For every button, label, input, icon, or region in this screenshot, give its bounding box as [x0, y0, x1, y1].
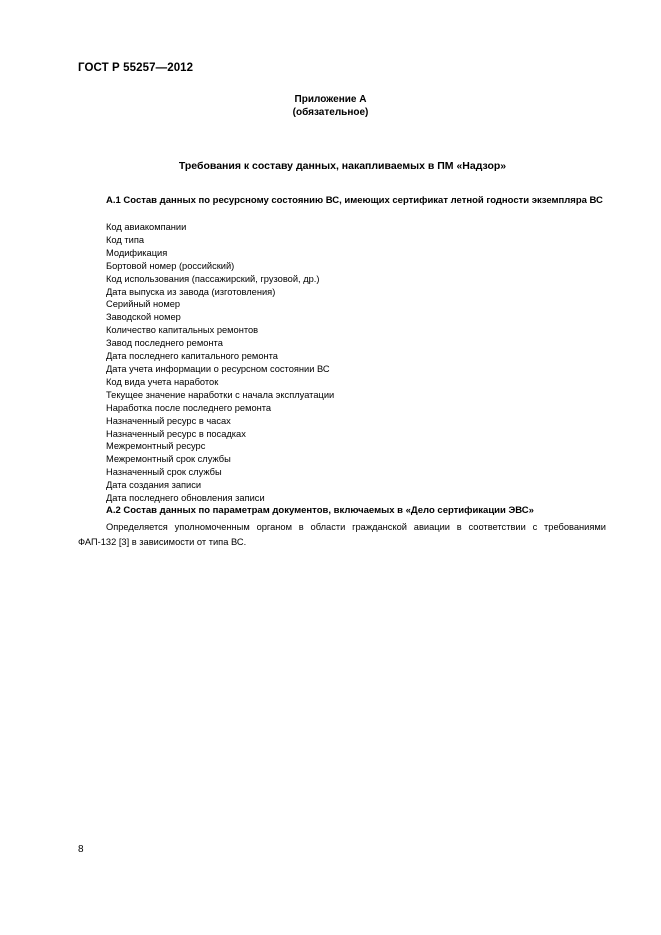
list-item: Дата последнего капитального ремонта: [106, 351, 278, 362]
list-item: Назначенный ресурс в часах: [106, 415, 231, 426]
list-item: Текущее значение наработки с начала эксплуатации: [106, 389, 335, 400]
list-item: Код вида учета наработок: [106, 376, 219, 387]
list-item: Дата выпуска из завода (изготовления): [106, 286, 276, 297]
section-a2-paragraph: [78, 520, 606, 550]
appendix-status: (обязательное): [292, 107, 369, 118]
section-a2-text-line-1: Определяется уполномоченным органом в области гражданской авиации в соответствии с требованиями: [106, 522, 606, 532]
section-a2-text-line-2: ФАП-132 [3] в зависимости от типа ВС.: [78, 537, 247, 547]
list-item: Код использования (пассажирский, грузовой, др.): [106, 273, 320, 284]
appendix-heading: [0, 93, 661, 119]
list-item: Количество капитальных ремонтов: [106, 325, 259, 336]
list-item: Серийный номер: [106, 299, 181, 310]
list-item: Дата последнего обновления записи: [106, 493, 265, 504]
list-item: Дата создания записи: [106, 480, 202, 491]
list-item: Завод последнего ремонта: [106, 338, 223, 349]
list-item: Межремонтный ресурс: [106, 441, 206, 452]
list-item: Дата учета информации о ресурсном состоянии ВС: [106, 363, 330, 374]
list-item: Код авиакомпании: [106, 222, 187, 232]
appendix-title: Приложение А: [294, 94, 367, 105]
list-item: Назначенный срок службы: [106, 467, 222, 478]
document-title: Требования к составу данных, накапливаемых в ПМ «Надзор»: [178, 160, 507, 172]
list-item: Назначенный ресурс в посадках: [106, 428, 246, 439]
section-a1-heading: А.1 Состав данных по ресурсному состоянию ВС, имеющих сертификат летной годности экземпляра ВС: [106, 195, 603, 206]
list-item: Модификация: [106, 247, 168, 258]
section-a1-item-list: [106, 221, 334, 505]
list-item: Межремонтный срок службы: [106, 454, 231, 465]
list-item: Код типа: [106, 234, 145, 245]
list-item: Бортовой номер (российский): [106, 260, 235, 271]
list-item: Заводской номер: [106, 312, 181, 323]
standard-id-header: ГОСТ Р 55257—2012: [78, 62, 194, 74]
list-item: Наработка после последнего ремонта: [106, 402, 272, 413]
section-a2-heading: А.2 Состав данных по параметрам документов, включаемых в «Дело сертификации ЭВС»: [106, 505, 534, 516]
page-number: 8: [78, 844, 84, 855]
